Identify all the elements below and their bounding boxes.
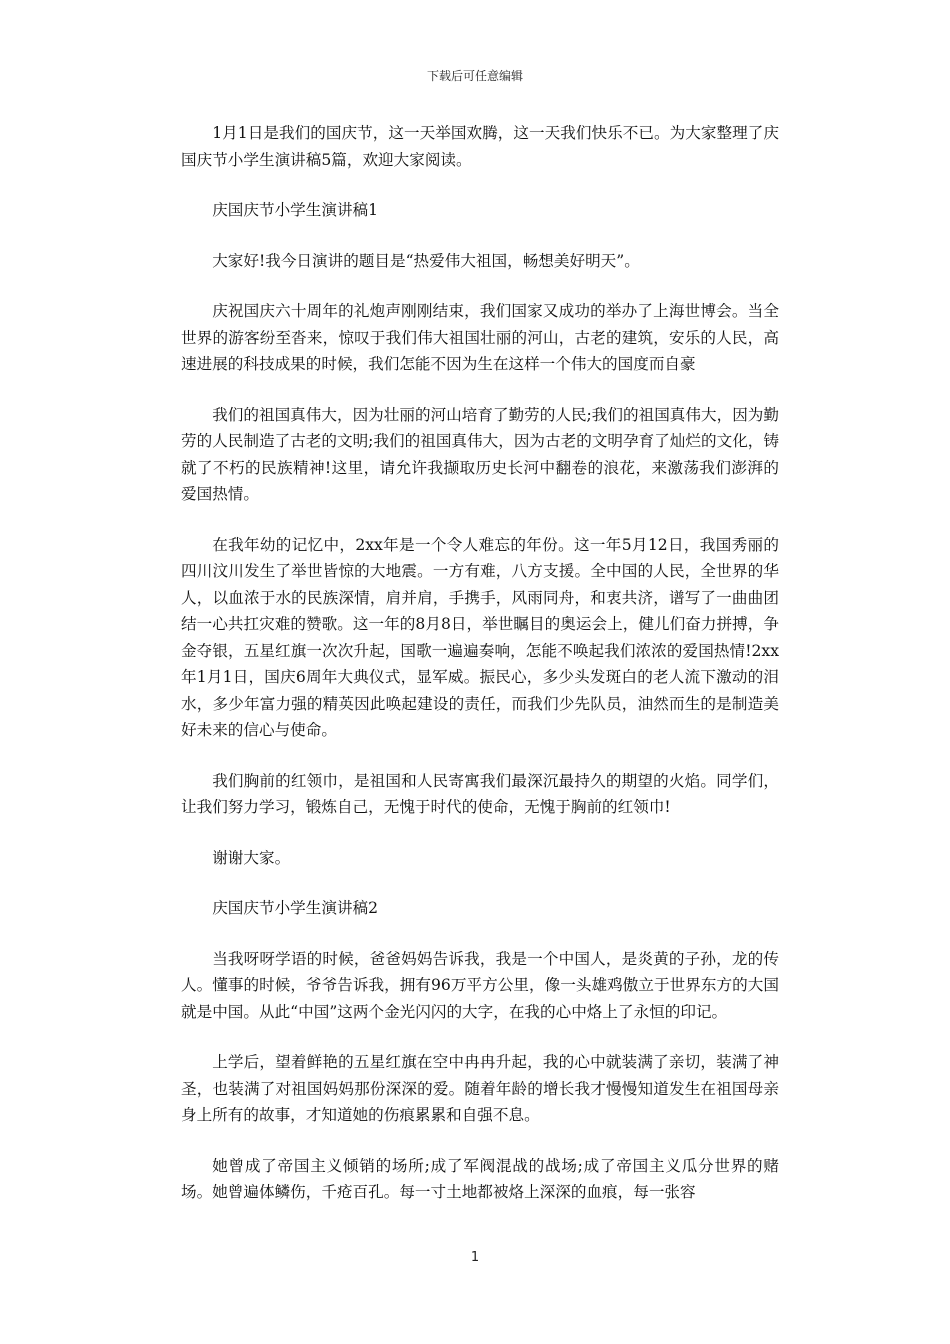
body-paragraph: 当我呀呀学语的时候，爸爸妈妈告诉我，我是一个中国人，是炎黄的子孙，龙的传人。懂事的时候，爷爷告诉我，拥有96万平方公里，像一头雄鸡傲立于世界东方的大国就是中国。从此“中国”这两个金光闪闪的大字，在我的心中烙上了永恒的印记。 (181, 949, 779, 1021)
body-paragraph: 在我年幼的记忆中，2xx年是一个令人难忘的年份。这一年5月12日，我国秀丽的四川汶川发生了举世皆惊的大地震。一方有难，八方支援。全中国的人民，全世界的华人，以血浓于水的民族深情，肩并肩，手携手，风雨同舟，和衷共济，谱写了一曲曲团结一心共扛灾难的赞歌。这一年的8月8日，举世瞩目的奥运会上，健儿们奋力拼搏，争金夺银，五星红旗一次次升起，国歌一遍遍奏响，怎能不唤起我们浓浓的爱国热情!2xx年1月1日，国庆6周年大典仪式，显军威。振民心，多少头发斑白的老人流下激动的泪水，多少年富力强的精英因此唤起建设的责任，而我们少先队员，油然而生的是制造美好未来的信心与使命。 (181, 535, 779, 739)
body-paragraph: 庆祝国庆六十周年的礼炮声刚刚结束，我们国家又成功的举办了上海世博会。当全世界的游客纷至沓来，惊叹于我们伟大祖国壮丽的河山，古老的建筑，安乐的人民，高速进展的科技成果的时候，我们怎能不因为生在这样一个伟大的国度而自豪 (181, 302, 779, 373)
body-paragraph: 上学后，望着鲜艳的五星红旗在空中冉冉升起，我的心中就装满了亲切，装满了神圣，也装满了对祖国妈妈那份深深的爱。随着年龄的增长我才慢慢知道发生在祖国母亲身上所有的故事，才知道她的伤痕累累和自强不息。 (181, 1053, 779, 1124)
body-paragraph: 她曾成了帝国主义倾销的场所;成了军阀混战的战场;成了帝国主义瓜分世界的赌场。她曾遍体鳞伤，千疮百孔。每一寸土地都被烙上深深的血痕，每一张容 (181, 1156, 779, 1201)
page-header-note: 下载后可任意编辑 (426, 69, 523, 83)
body-paragraph: 我们胸前的红领巾，是祖国和人民寄寓我们最深沉最持久的期望的火焰。同学们，让我们努力学习，锻炼自己，无愧于时代的使命，无愧于胸前的红领巾! (181, 771, 779, 816)
body-paragraph: 大家好!我今日演讲的题目是“热爱伟大祖国，畅想美好明天”。 (212, 251, 640, 270)
section-title-speech-1: 庆国庆节小学生演讲稿1 (212, 201, 379, 219)
intro-paragraph: 1月1日是我们的国庆节，这一天举国欢腾，这一天我们快乐不已。为大家整理了庆国庆节小学生演讲稿5篇，欢迎大家阅读。 (181, 124, 779, 169)
page-number: 1 (470, 1250, 480, 1265)
document-body (181, 120, 779, 1230)
body-paragraph: 我们的祖国真伟大，因为壮丽的河山培育了勤劳的人民;我们的祖国真伟大，因为勤劳的人民制造了古老的文明;我们的祖国真伟大，因为古老的文明孕育了灿烂的文化，铸就了不朽的民族精神!这里，请允许我撷取历史长河中翻卷的浪花，来激荡我们澎湃的爱国热情。 (181, 405, 779, 503)
body-paragraph: 谢谢大家。 (212, 848, 291, 867)
section-title-speech-2: 庆国庆节小学生演讲稿2 (212, 899, 379, 917)
